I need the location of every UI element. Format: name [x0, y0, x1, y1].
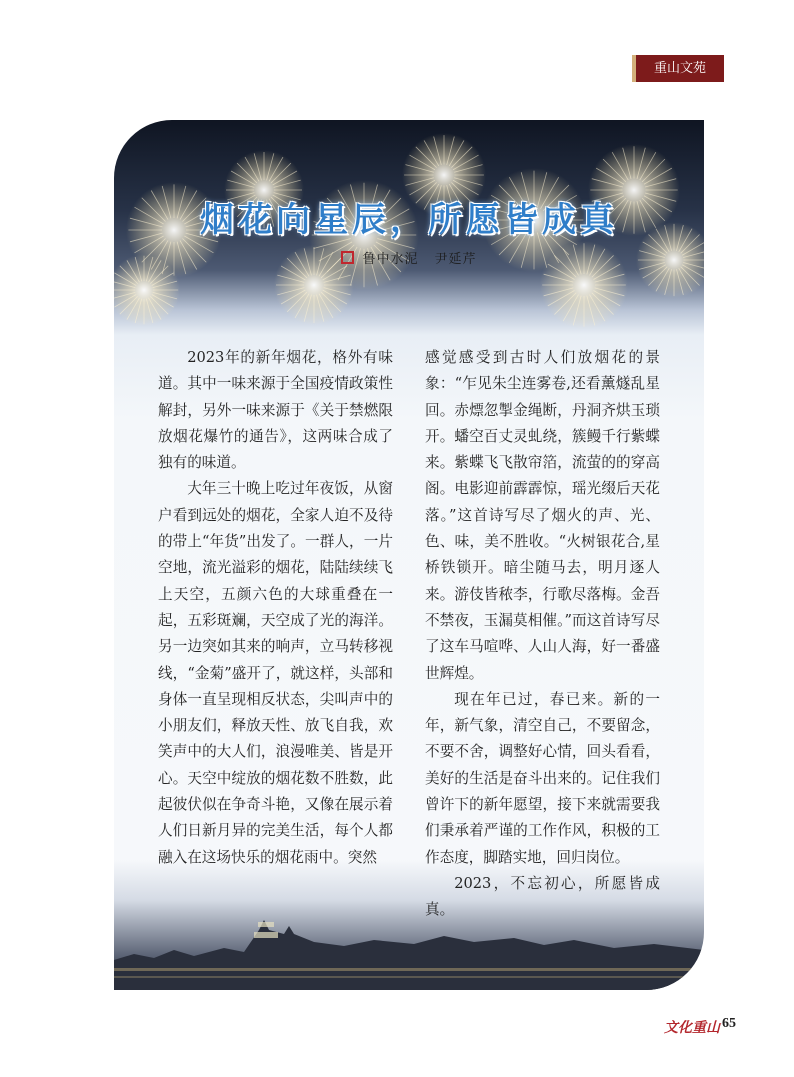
author-name: 尹延芹 [434, 252, 477, 267]
left-column [158, 345, 393, 871]
paragraph: 2023，不忘初心，所愿皆成真。 [425, 874, 660, 919]
square-bullet-icon [341, 251, 354, 264]
page-number: 65 [722, 1016, 736, 1031]
author-organization: 鲁中水泥 [362, 252, 419, 267]
paragraph: 2023年的新年烟花，格外有味道。其中一味来源于全国疫情政策性解封，另外一味来源于《关于禁燃限放烟花爆竹的通告》，这两味合成了独有的味道。 [158, 349, 393, 472]
article-title: 烟花向星辰，所愿皆成真 [200, 200, 618, 240]
paragraph: 感觉感受到古时人们放烟花的景象：“乍见朱尘连雾卷,还看薰燧乱星回。赤熛忽掣金绳断，丹洞齐烘玉琐开。蟠空百丈灵虬绕，簇鳗千行紫蝶来。紫蝶飞飞散帘箔，流萤的的穿高阁。电影迎前霹霹惊，瑶光缀后天花落。”这首诗写尽了烟火的声、光、色、味，美不胜收。“火树银花合,星桥铁锁开。暗尘随马去，明月逐人来。游伎皆秾李，行歌尽落梅。金吾不禁夜，玉漏莫相催。”而这首诗写尽了这车马喧哗、人山人海，好一番盛世辉煌。 [425, 349, 660, 682]
paragraph: 现在年已过，春已来。新的一年，新气象，清空自己，不要留念，不要不舍，调整好心情，回头看看，美好的生活是奋斗出来的。记住我们曾许下的新年愿望，接下来就需要我们秉承着严谨的工作作风，积极的工作态度，脚踏实地，回归岗位。 [425, 690, 660, 866]
paragraph: 大年三十晚上吃过年夜饭，从窗户看到远处的烟花，全家人迫不及待的带上“年货”出发了。一群人，一片空地，流光溢彩的烟花，陆陆续续飞上天空，五颜六色的大球重叠在一起，五彩斑斓，天空成了光的海洋。另一边突如其来的响声，立马转移视线，“金菊”盛开了，就这样，头部和身体一直呈现相反状态，尖叫声中的小朋友们，释放天性、放飞自我，欢笑声中的大人们，浪漫唯美、皆是开心。天空中绽放的烟花数不胜数，此起彼伏似在争奇斗艳，又像在展示着人们日新月异的完美生活，每个人都融入在这场快乐的烟花雨中。突然 [158, 480, 393, 866]
magazine-logo: 文化重山 [664, 1020, 720, 1036]
right-column [425, 345, 660, 924]
byline [114, 248, 704, 267]
section-tab: 重山文苑 [632, 55, 724, 82]
article-panel [114, 120, 704, 990]
